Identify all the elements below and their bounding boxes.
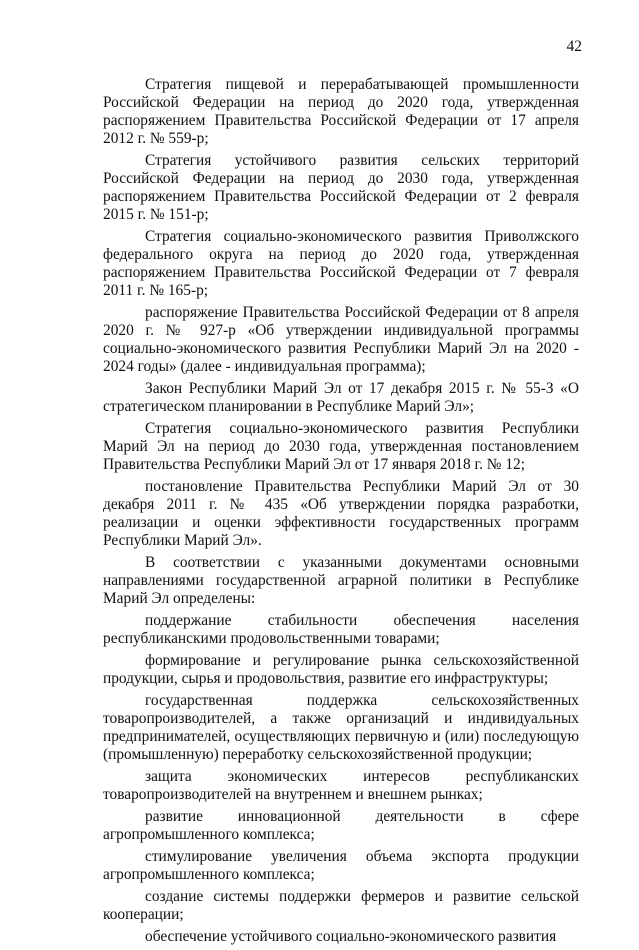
- paragraph: обеспечение устойчивого социально-экономического развития: [145, 928, 557, 945]
- paragraph: защита экономических интересов республиканских товаропроизводителей на внутреннем и внешнем рынках;: [103, 768, 579, 803]
- paragraph: Стратегия социально-экономического развития Республики Марий Эл на период до 2030 года, утвержденная постановлением Правительства Республики Марий Эл от 17 января 2018 г. № 12;: [103, 420, 579, 473]
- paragraph: Стратегия устойчивого развития сельских территорий Российской Федерации на период до 2030 года, утвержденная распоряжением Правительства Российской Федерации от 2 февраля 2015 г. № 151-р;: [103, 152, 579, 223]
- paragraph: развитие инновационной деятельности в сфере агропромышленного комплекса;: [103, 808, 579, 843]
- paragraph: поддержание стабильности обеспечения населения республиканскими продовольственными товарами;: [103, 612, 579, 647]
- paragraph: Стратегия социально-экономического развития Приволжского федерального округа на период до 2020 года, утвержденная распоряжением Правительства Российской Федерации от 7 февраля 2011 г. № 165-р;: [103, 228, 579, 299]
- paragraph: постановление Правительства Республики Марий Эл от 30 декабря 2011 г. № 435 «Об утверждении порядка разработки, реализации и оценки эффективности государственных программ Республики Марий Эл».: [103, 478, 579, 549]
- document-body: [103, 76, 579, 950]
- paragraph: распоряжение Правительства Российской Федерации от 8 апреля 2020 г. № 927-р «Об утверждении индивидуальной программы социально-экономического развития Республики Марий Эл на 2020 - 2024 годы» (далее - индивидуальная программа);: [103, 304, 579, 375]
- paragraph: В соответствии с указанными документами основными направлениями государственной аграрной политики в Республике Марий Эл определены:: [103, 554, 579, 607]
- paragraph: создание системы поддержки фермеров и развитие сельской кооперации;: [103, 888, 579, 923]
- paragraph: государственная поддержка сельскохозяйственных товаропроизводителей, а также организаций и индивидуальных предпринимателей, осуществляющих первичную и (или) последующую (промышленную) переработку сельскохозяйственной продукции;: [103, 692, 579, 763]
- paragraph: формирование и регулирование рынка сельскохозяйственной продукции, сырья и продовольствия, развитие его инфраструктуры;: [103, 652, 579, 687]
- paragraph: Стратегия пищевой и перерабатывающей промышленности Российской Федерации на период до 2020 года, утвержденная распоряжением Правительства Российской Федерации от 17 апреля 2012 г. № 559-р;: [103, 76, 579, 147]
- paragraph: Закон Республики Марий Эл от 17 декабря 2015 г. № 55-З «О стратегическом планировании в Республике Марий Эл»;: [103, 380, 579, 415]
- page-number: 42: [566, 38, 582, 55]
- paragraph: стимулирование увеличения объема экспорта продукции агропромышленного комплекса;: [103, 848, 579, 883]
